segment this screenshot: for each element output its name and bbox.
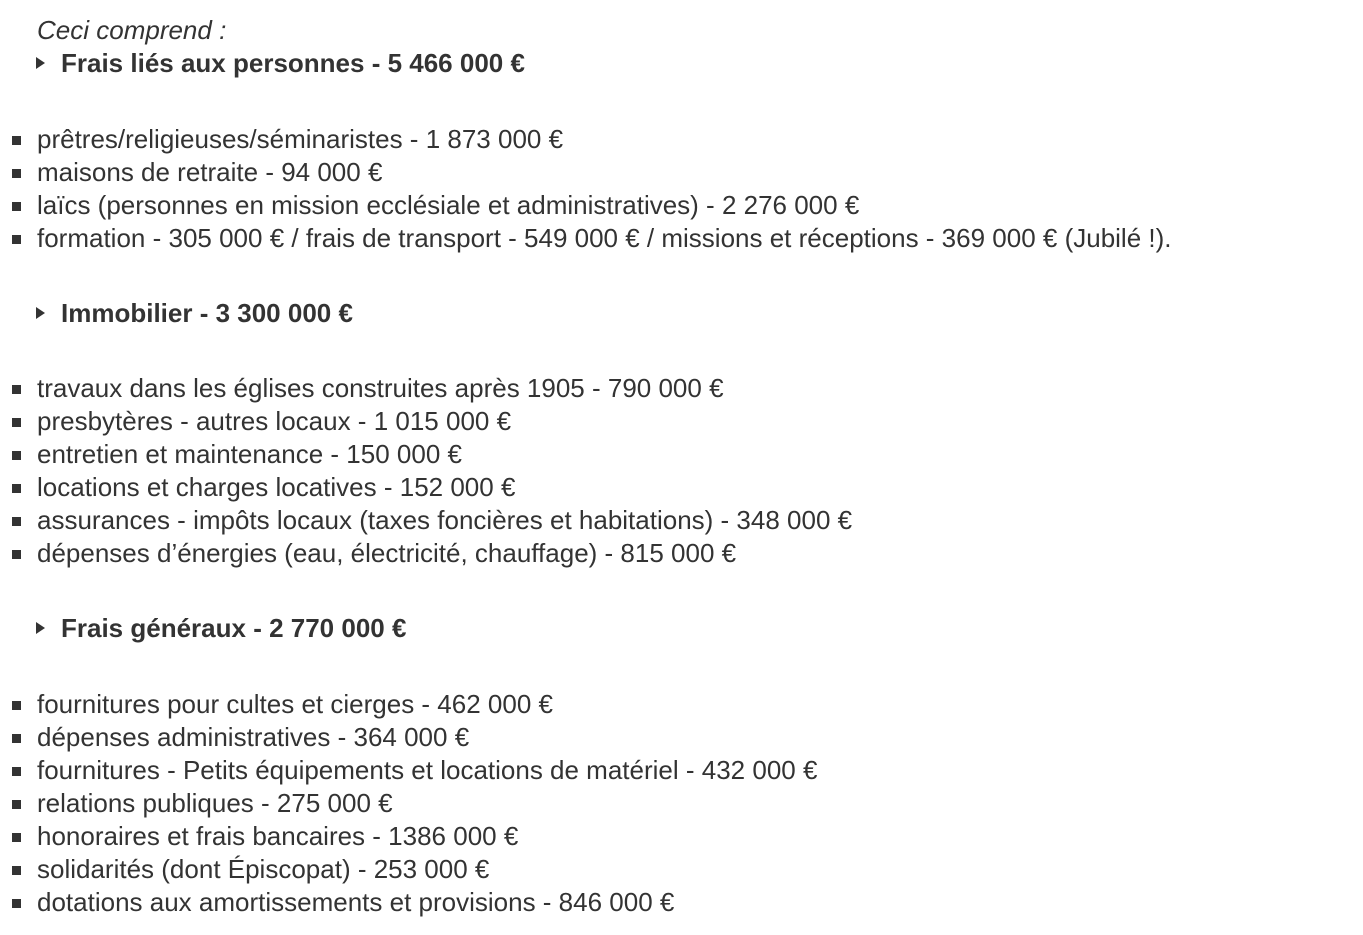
square-bullet-icon xyxy=(12,169,21,178)
section-heading-frais-generaux xyxy=(36,612,406,644)
list-item xyxy=(0,372,852,405)
list-item-text: dotations aux amortissements et provisions - 846 000 € xyxy=(37,887,675,917)
expense-list-frais-generaux xyxy=(0,688,817,919)
triangle-right-icon xyxy=(36,57,45,69)
square-bullet-icon xyxy=(12,451,21,460)
square-bullet-icon xyxy=(12,235,21,244)
list-item xyxy=(0,504,852,537)
list-item-text: honoraires et frais bancaires - 1386 000 € xyxy=(37,821,519,851)
list-item-text: maisons de retraite - 94 000 € xyxy=(37,157,383,187)
list-item-text: locations et charges locatives - 152 000 € xyxy=(37,472,516,502)
intro-text: Ceci comprend : xyxy=(37,15,227,45)
triangle-right-icon xyxy=(36,307,45,319)
square-bullet-icon xyxy=(12,484,21,493)
square-bullet-icon xyxy=(12,767,21,776)
list-item-text: solidarités (dont Épiscopat) - 253 000 € xyxy=(37,854,490,884)
square-bullet-icon xyxy=(12,136,21,145)
list-item-text: dépenses administratives - 364 000 € xyxy=(37,722,470,752)
list-item-text: relations publiques - 275 000 € xyxy=(37,788,393,818)
square-bullet-icon xyxy=(12,734,21,743)
list-item xyxy=(0,721,817,754)
list-item-text: travaux dans les églises construites après 1905 - 790 000 € xyxy=(37,373,724,403)
square-bullet-icon xyxy=(12,899,21,908)
section-heading-personnes xyxy=(36,47,525,79)
list-item xyxy=(0,537,852,570)
section-title: Frais généraux - 2 770 000 € xyxy=(61,613,407,643)
list-item xyxy=(0,886,817,919)
square-bullet-icon xyxy=(12,418,21,427)
square-bullet-icon xyxy=(12,701,21,710)
square-bullet-icon xyxy=(12,202,21,211)
list-item-text: laïcs (personnes en mission ecclésiale et administratives) - 2 276 000 € xyxy=(37,190,860,220)
list-item xyxy=(0,853,817,886)
list-item xyxy=(0,156,1172,189)
list-item xyxy=(0,189,1172,222)
square-bullet-icon xyxy=(12,866,21,875)
square-bullet-icon xyxy=(12,517,21,526)
list-item xyxy=(0,471,852,504)
section-heading-immobilier xyxy=(36,297,353,329)
list-item-text: fournitures pour cultes et cierges - 462 000 € xyxy=(37,689,553,719)
list-item xyxy=(0,688,817,721)
list-item xyxy=(0,405,852,438)
list-item-text: assurances - impôts locaux (taxes foncières et habitations) - 348 000 € xyxy=(37,505,853,535)
section-title: Immobilier - 3 300 000 € xyxy=(61,298,353,328)
square-bullet-icon xyxy=(12,800,21,809)
list-item-text: dépenses d’énergies (eau, électricité, chauffage) - 815 000 € xyxy=(37,538,737,568)
square-bullet-icon xyxy=(12,833,21,842)
list-item xyxy=(0,123,1172,156)
square-bullet-icon xyxy=(12,550,21,559)
list-item-text: formation - 305 000 € / frais de transport - 549 000 € / missions et réceptions - 369 000 € (Jubilé !). xyxy=(37,223,1172,253)
list-item xyxy=(0,222,1172,255)
list-item xyxy=(0,820,817,853)
list-item xyxy=(0,787,817,820)
list-item xyxy=(0,438,852,471)
section-title: Frais liés aux personnes - 5 466 000 € xyxy=(61,48,525,78)
list-item xyxy=(0,754,817,787)
triangle-right-icon xyxy=(36,622,45,634)
list-item-text: presbytères - autres locaux - 1 015 000 € xyxy=(37,406,512,436)
list-item-text: fournitures - Petits équipements et locations de matériel - 432 000 € xyxy=(37,755,818,785)
square-bullet-icon xyxy=(12,385,21,394)
list-item-text: prêtres/religieuses/séminaristes - 1 873 000 € xyxy=(37,124,564,154)
expense-list-immobilier xyxy=(0,372,852,570)
list-item-text: entretien et maintenance - 150 000 € xyxy=(37,439,462,469)
expense-list-personnes xyxy=(0,123,1172,255)
